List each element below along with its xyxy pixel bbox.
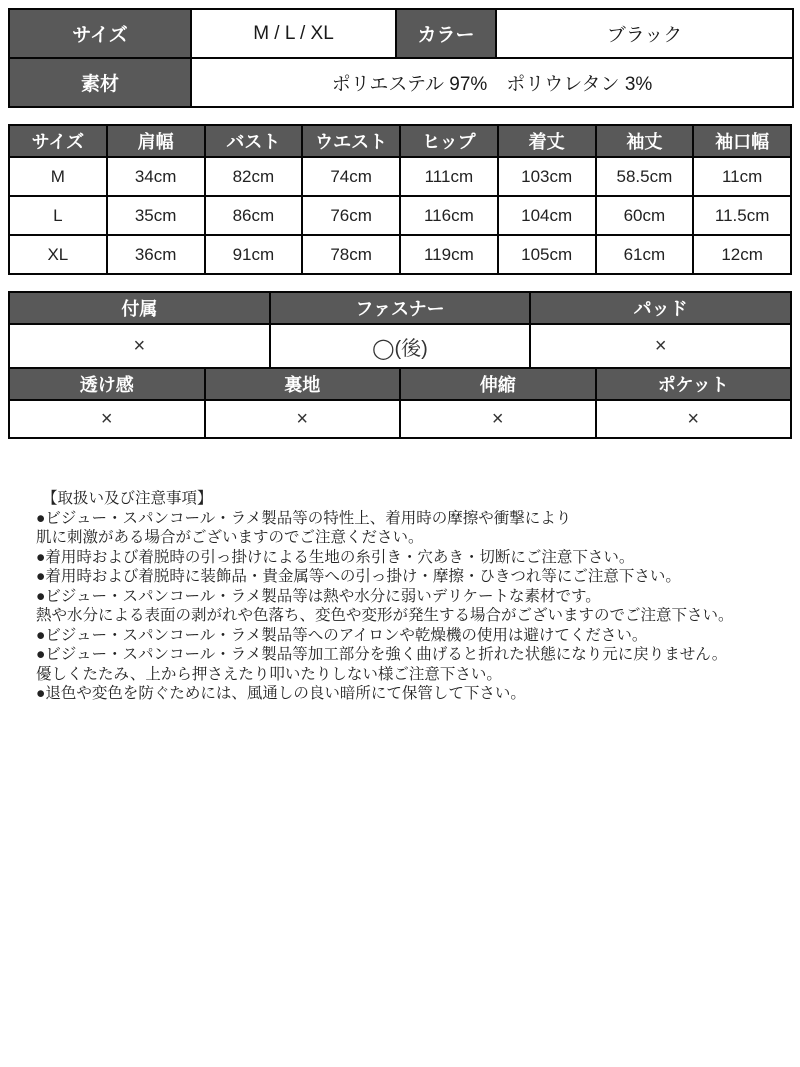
value-cell: 11.5cm <box>693 196 791 235</box>
care-notes-title: 【取扱い及び注意事項】 <box>42 490 213 507</box>
care-note-line: 熱や水分による表面の剥がれや色落ち、変色や変形が発生する場合がございますのでご注意下さい。 <box>36 607 734 624</box>
value-cell: 35cm <box>107 196 205 235</box>
value-cell: ◯(後) <box>270 324 531 368</box>
care-note-line: ●着用時および着脱時の引っ掛けによる生地の糸引き・穴あき・切断にご注意下さい。 <box>36 548 635 566</box>
value-cell: × <box>400 400 596 438</box>
care-note-line: ●着用時および着脱時に装飾品・貴金属等への引っ掛け・摩擦・ひきつれ等にご注意下さい。 <box>36 568 681 585</box>
header-cell: 伸縮 <box>400 368 596 400</box>
value-cell: L <box>9 196 107 235</box>
header-cell: 袖丈 <box>596 125 694 157</box>
header-cell: バスト <box>205 125 303 157</box>
value-cell: 36cm <box>107 235 205 274</box>
care-note-line: ●ビジュー・スパンコール・ラメ製品等の特性上、着用時の摩擦や衝撃により <box>36 509 572 527</box>
header-cell: サイズ <box>9 125 107 157</box>
header-cell: ファスナー <box>270 292 531 324</box>
value-cell: 61cm <box>596 235 694 274</box>
value-cell: M <box>9 157 107 196</box>
header-cell: 肩幅 <box>107 125 205 157</box>
care-note-line: ●ビジュー・スパンコール・ラメ製品等加工部分を強く曲げると折れた状態になり元に戻りません。 <box>36 646 728 663</box>
color-value-cell: ブラック <box>496 9 793 58</box>
features-table-b <box>8 367 792 439</box>
value-cell: 34cm <box>107 157 205 196</box>
care-note-line: 肌に刺激がある場合がございますのでご注意ください。 <box>36 529 424 546</box>
material-value-cell: ポリエステル 97% ポリウレタン 3% <box>191 58 793 107</box>
value-cell: 91cm <box>205 235 303 274</box>
header-cell: 付属 <box>9 292 270 324</box>
material-label-cell: 素材 <box>9 58 191 107</box>
value-cell: XL <box>9 235 107 274</box>
value-cell: 78cm <box>302 235 400 274</box>
value-cell: 116cm <box>400 196 498 235</box>
value-cell: 60cm <box>596 196 694 235</box>
value-cell: 82cm <box>205 157 303 196</box>
value-cell: × <box>9 324 270 368</box>
value-cell: × <box>596 400 792 438</box>
care-note-line: ●ビジュー・スパンコール・ラメ製品等は熱や水分に弱いデリケートな素材です。 <box>36 587 601 605</box>
header-cell: 透け感 <box>9 368 205 400</box>
size-value-cell: M / L / XL <box>191 9 396 58</box>
care-notes-lines <box>36 509 782 704</box>
size-label-cell: サイズ <box>9 9 191 58</box>
value-cell: 104cm <box>498 196 596 235</box>
header-cell: 裏地 <box>205 368 401 400</box>
value-cell: × <box>530 324 791 368</box>
value-cell: × <box>9 400 205 438</box>
value-cell: 58.5cm <box>596 157 694 196</box>
care-note-line: ●ビジュー・スパンコール・ラメ製品等へのアイロンや乾燥機の使用は避けてください。 <box>36 626 648 644</box>
value-cell: 119cm <box>400 235 498 274</box>
care-notes-section <box>36 489 782 704</box>
features-table-a <box>8 291 792 369</box>
header-cell: ウエスト <box>302 125 400 157</box>
care-note-line: ●退色や変色を防ぐためには、風通しの良い暗所にて保管して下さい。 <box>36 685 526 702</box>
value-cell: 76cm <box>302 196 400 235</box>
measurements-table <box>8 124 792 275</box>
value-cell: 11cm <box>693 157 791 196</box>
value-cell: 103cm <box>498 157 596 196</box>
value-cell: × <box>205 400 401 438</box>
header-cell: パッド <box>530 292 791 324</box>
value-cell: 111cm <box>400 157 498 196</box>
care-note-line: 優しくたたみ、上から押さえたり叩いたりしない様ご注意下さい。 <box>36 665 502 683</box>
header-cell: 袖口幅 <box>693 125 791 157</box>
spec-summary-table <box>8 8 794 108</box>
header-cell: 着丈 <box>498 125 596 157</box>
header-cell: ヒップ <box>400 125 498 157</box>
value-cell: 86cm <box>205 196 303 235</box>
value-cell: 105cm <box>498 235 596 274</box>
color-label-cell: カラー <box>396 9 496 58</box>
header-cell: ポケット <box>596 368 792 400</box>
value-cell: 12cm <box>693 235 791 274</box>
value-cell: 74cm <box>302 157 400 196</box>
